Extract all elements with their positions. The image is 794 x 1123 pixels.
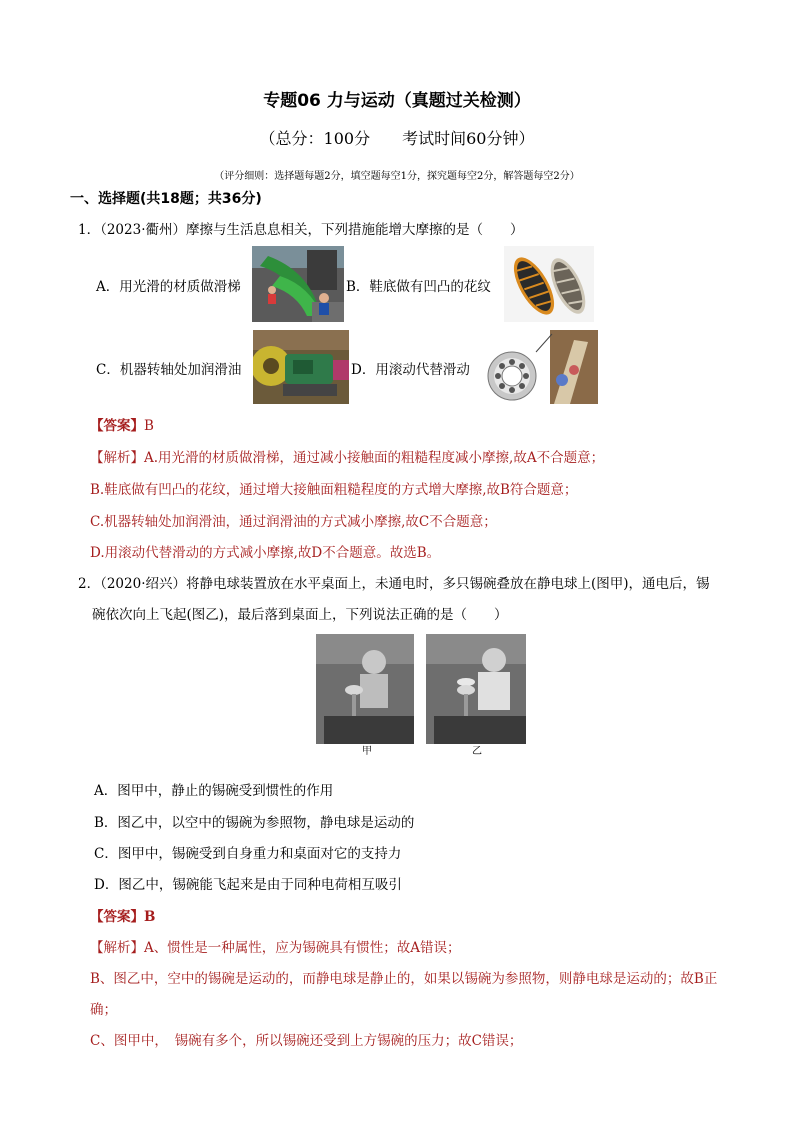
q1-analysis-2: B.鞋底做有凹凸的花纹，通过增大接触面粗糙程度的方式增大摩擦,故B符合题意； — [90, 482, 578, 498]
q2-option-a: A．图甲中，静止的锡碗受到惯性的作用 — [94, 783, 334, 799]
q2-answer-value: B — [144, 909, 156, 925]
question-2-stem-2: 碗依次向上飞起(图乙)，最后落到桌面上，下列说法正确的是（ ） — [92, 607, 508, 623]
q2-answer — [90, 905, 155, 925]
scoring-rules: （评分细则：选择题每题2分，填空题每空1分，探究题每空2分，解答题每空2分） — [214, 171, 580, 182]
q2-option-c: C．图甲中，锡碗受到自身重力和桌面对它的支持力 — [94, 846, 402, 862]
question-2-stem-1: 2．（2020·绍兴）将静电球装置放在水平桌面上，未通电时，多只锡碗叠放在静电球上(图甲)，通电后，锡 — [78, 576, 710, 592]
slide-photo — [252, 246, 344, 322]
q2-analysis-3: 确； — [90, 1002, 117, 1018]
q1-option-d: D．用滚动代替滑动 — [351, 362, 470, 378]
q2-option-d: D．图乙中，锡碗能飞起来是由于同种电荷相互吸引 — [94, 877, 402, 893]
q1-option-b: B．鞋底做有凹凸的花纹 — [346, 279, 491, 295]
q2-analysis-1: 【解析】A、惯性是一种属性，应为锡碗具有惯性；故A错误； — [90, 940, 461, 956]
question-1-stem: 1．（2023·衢州）摩擦与生活息息相关，下列措施能增大摩擦的是（ ） — [78, 222, 524, 238]
figure-label-yi: 乙 — [472, 746, 482, 757]
q1-answer — [90, 414, 154, 434]
q2-answer-label: 【答案】 — [90, 909, 144, 925]
q1-answer-label: 【答案】 — [90, 418, 144, 434]
section-heading: 一、选择题(共18题；共36分) — [70, 191, 262, 207]
q1-analysis-4: D.用滚动代替滑动的方式减小摩擦,故D不合题意。故选B。 — [90, 545, 441, 561]
page-title: 专题06 力与运动（真题过关检测） — [263, 91, 531, 111]
ball-bearing-photo — [484, 330, 598, 404]
q1-answer-value: B — [144, 418, 154, 434]
q1-option-a: A．用光滑的材质做滑梯 — [96, 279, 241, 295]
q1-analysis-1: 【解析】A.用光滑的材质做滑梯，通过减小接触面的粗糙程度减小摩擦,故A不合题意； — [90, 450, 605, 466]
q1-analysis-3: C.机器转轴处加润滑油，通过润滑油的方式减小摩擦,故C不合题意； — [90, 514, 497, 530]
q2-analysis-4: C、图甲中， 锡碗有多个，所以锡碗还受到上方锡碗的压力；故C错误； — [90, 1033, 523, 1049]
figure-label-jia: 甲 — [362, 746, 372, 757]
q2-option-b: B．图乙中，以空中的锡碗为参照物，静电球是运动的 — [94, 815, 415, 831]
q1-option-c: C．机器转轴处加润滑油 — [96, 362, 242, 378]
machine-shaft-photo — [253, 330, 349, 404]
shoe-sole-photo — [504, 246, 594, 322]
page-subtitle: （总分：100分 考试时间60分钟） — [259, 129, 535, 148]
electrostatic-figure — [314, 632, 528, 760]
q2-analysis-2: B、图乙中，空中的锡碗是运动的，而静电球是静止的，如果以锡碗为参照物，则静电球是运动的；故B正 — [90, 971, 718, 987]
